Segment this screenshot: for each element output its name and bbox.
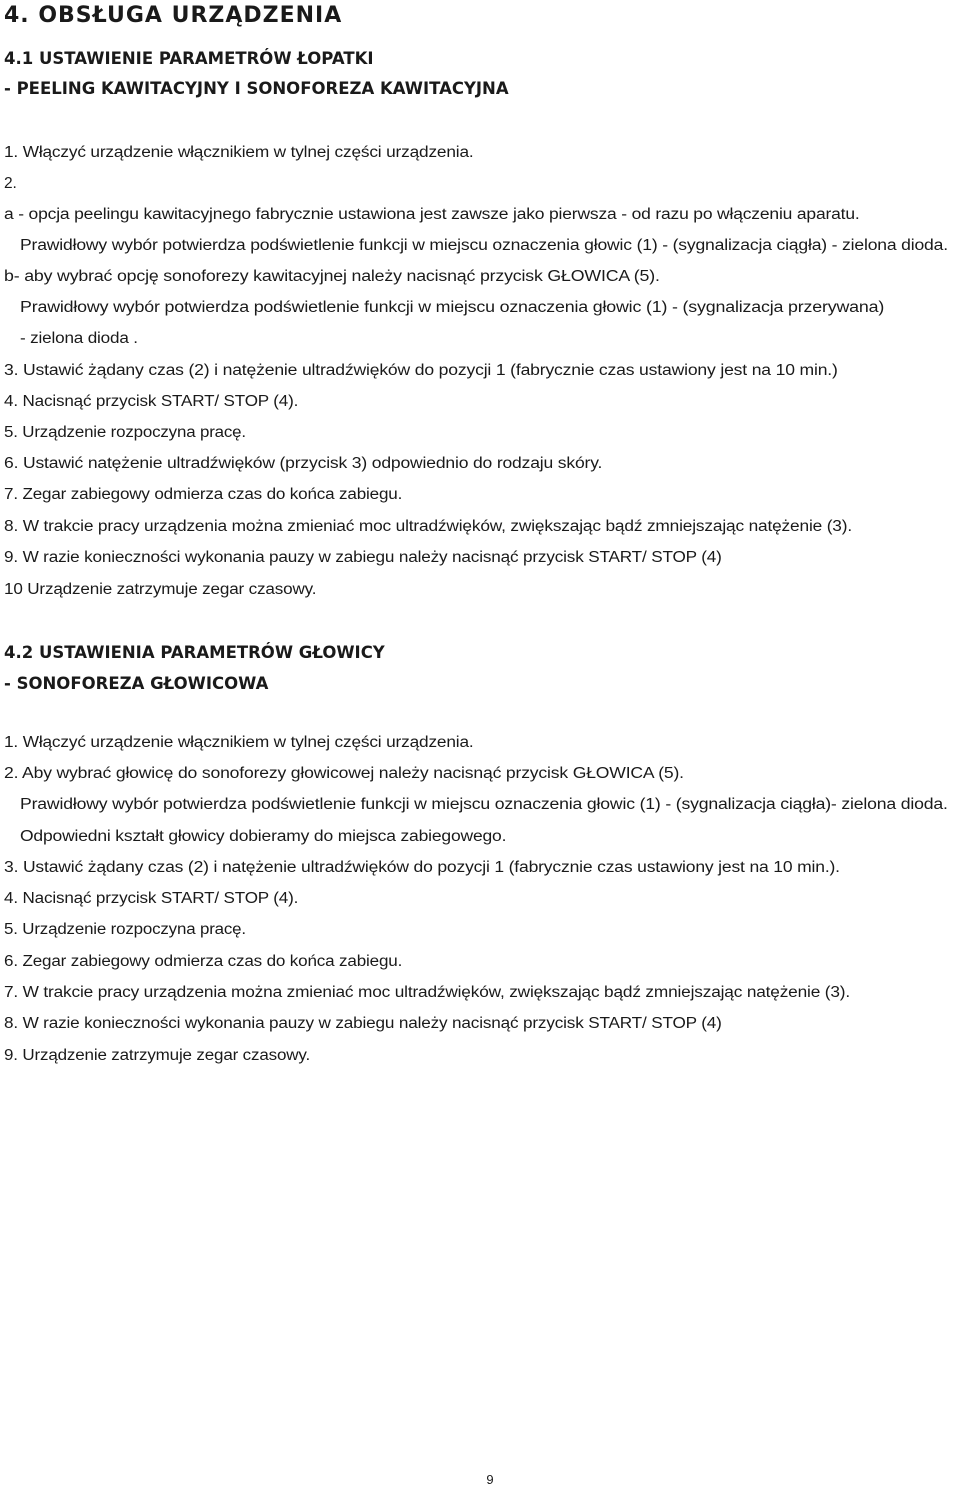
section-1-heading-line-2: - PEELING KAWITACYJNY I SONOFOREZA KAWITACYJNA	[4, 79, 509, 98]
section-1-step-6: 6. Ustawić natężenie ultradźwięków (przycisk 3) odpowiednio do rodzaju skóry.	[4, 455, 603, 472]
section-2-heading-line-2: - SONOFOREZA GŁOWICOWA	[4, 674, 269, 693]
section-1-step-9: 9. W razie konieczności wykonania pauzy w zabiegu należy nacisnąć przycisk START/ STOP (4)	[4, 549, 722, 566]
section-1-option-b: b- aby wybrać opcję sonoforezy kawitacyjnej należy nacisnąć przycisk GŁOWICA (5).	[4, 268, 660, 285]
section-2-step-8: 8. W razie konieczności wykonania pauzy w zabiegu należy nacisnąć przycisk START/ STOP (4)	[4, 1015, 722, 1032]
section-2-step-6: 6. Zegar zabiegowy odmierza czas do końca zabiegu.	[4, 953, 403, 970]
section-2-step-2: 2. Aby wybrać głowicę do sonoforezy głowicowej należy nacisnąć przycisk GŁOWICA (5).	[4, 765, 684, 782]
section-2-heading-line-1: 4.2 USTAWIENIA PARAMETRÓW GŁOWICY	[4, 643, 385, 662]
section-1-step-4: 4. Nacisnąć przycisk START/ STOP (4).	[4, 393, 299, 410]
page-number: 9	[486, 1472, 494, 1487]
section-2-step-3: 3. Ustawić żądany czas (2) i natężenie ultradźwięków do pozycji 1 (fabrycznie czas ustawiony jest na 10 min.).	[4, 859, 840, 876]
section-2-step-7: 7. W trakcie pracy urządzenia można zmieniać moc ultradźwięków, zwiększając bądź zmniejszając natężenie (3).	[4, 984, 850, 1001]
section-2-step-2-note: Prawidłowy wybór potwierdza podświetlenie funkcji w miejscu oznaczenia głowic (1) - (sygnalizacja ciągła)- zielona dioda.	[20, 796, 948, 813]
section-1-step-8: 8. W trakcie pracy urządzenia można zmieniać moc ultradźwięków, zwiększając bądź zmniejszając natężenie (3).	[4, 518, 852, 535]
section-2-step-5: 5. Urządzenie rozpoczyna pracę.	[4, 921, 246, 938]
section-1-option-b-note-cont: - zielona dioda .	[20, 330, 138, 347]
section-1-step-2: 2.	[4, 175, 17, 192]
section-1-option-a-note: Prawidłowy wybór potwierdza podświetlenie funkcji w miejscu oznaczenia głowic (1) - (sygnalizacja ciągła) - zielona dioda.	[20, 237, 948, 254]
section-1-step-10: 10 Urządzenie zatrzymuje zegar czasowy.	[4, 581, 317, 598]
page-title: 4. OBSŁUGA URZĄDZENIA	[4, 3, 343, 28]
section-2-step-9: 9. Urządzenie zatrzymuje zegar czasowy.	[4, 1047, 311, 1064]
section-1-step-3: 3. Ustawić żądany czas (2) i natężenie ultradźwięków do pozycji 1 (fabrycznie czas ustawiony jest na 10 min.)	[4, 362, 838, 379]
section-1-step-7: 7. Zegar zabiegowy odmierza czas do końca zabiegu.	[4, 486, 403, 503]
section-1-step-1: 1. Włączyć urządzenie włącznikiem w tylnej części urządzenia.	[4, 144, 474, 161]
section-2-step-1: 1. Włączyć urządzenie włącznikiem w tylnej części urządzenia.	[4, 734, 474, 751]
section-1-step-5: 5. Urządzenie rozpoczyna pracę.	[4, 424, 246, 441]
section-1-heading-line-1: 4.1 USTAWIENIE PARAMETRÓW ŁOPATKI	[4, 49, 374, 68]
section-2-step-2-note-cont: Odpowiedni kształt głowicy dobieramy do miejsca zabiegowego.	[20, 828, 507, 845]
section-1-option-b-note: Prawidłowy wybór potwierdza podświetlenie funkcji w miejscu oznaczenia głowic (1) - (sygnalizacja przerywana)	[20, 299, 885, 316]
section-2-step-4: 4. Nacisnąć przycisk START/ STOP (4).	[4, 890, 299, 907]
section-1-option-a: a - opcja peelingu kawitacyjnego fabrycznie ustawiona jest zawsze jako pierwsza - od razu po włączeniu aparatu.	[4, 206, 860, 223]
